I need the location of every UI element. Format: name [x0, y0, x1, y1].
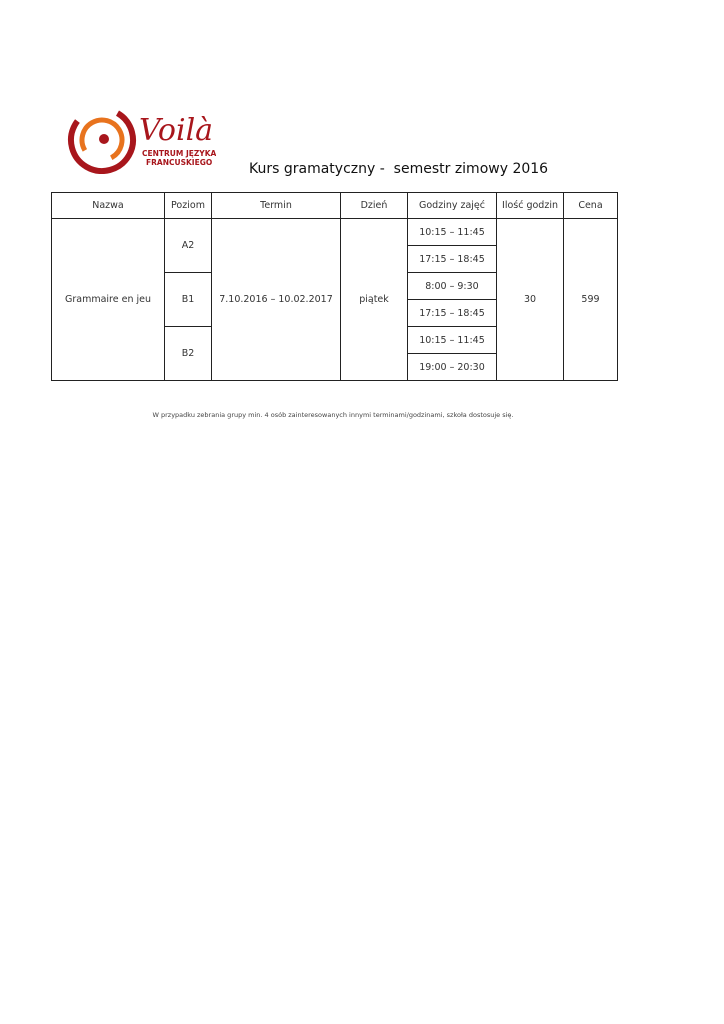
page-title: Kurs gramatyczny - semestr zimowy 2016: [249, 161, 549, 177]
time-cell: 17:15 – 18:45: [408, 300, 497, 327]
level-cell: A2: [165, 219, 212, 273]
time-cell: 19:00 – 20:30: [408, 354, 497, 381]
level-cell: B1: [165, 273, 212, 327]
header-term: Termin: [212, 193, 341, 219]
time-cell: 17:15 – 18:45: [408, 246, 497, 273]
header-times: Godziny zajęć: [408, 193, 497, 219]
price-cell: 599: [564, 219, 618, 381]
header-day: Dzień: [341, 193, 408, 219]
svg-text:Voilà: Voilà: [139, 113, 214, 148]
footnote: W przypadku zebrania grupy min. 4 osób zainteresowanych innymi terminami/godzinami, szkoła dostosuje się.: [152, 411, 514, 419]
header-name: Nazwa: [52, 193, 165, 219]
header-level: Poziom: [165, 193, 212, 219]
term-cell: 7.10.2016 – 10.02.2017: [212, 219, 341, 381]
course-name-cell: Grammaire en jeu: [52, 219, 165, 381]
time-cell: 10:15 – 11:45: [408, 219, 497, 246]
time-cell: 10:15 – 11:45: [408, 327, 497, 354]
schedule-table: [51, 192, 618, 381]
hours-cell: 30: [497, 219, 564, 381]
header-hours: Ilość godzin: [497, 193, 564, 219]
header-price: Cena: [564, 193, 618, 219]
voila-logo-graphic: [66, 104, 216, 174]
day-cell: piątek: [341, 219, 408, 381]
svg-text:CENTRUM JĘZYKA: CENTRUM JĘZYKA: [142, 149, 216, 158]
level-cell: B2: [165, 327, 212, 381]
voila-logo: [66, 104, 216, 174]
time-cell: 8:00 – 9:30: [408, 273, 497, 300]
table-header-row: [52, 193, 618, 219]
svg-text:FRANCUSKIEGO: FRANCUSKIEGO: [146, 158, 213, 167]
table-row: [52, 219, 618, 246]
